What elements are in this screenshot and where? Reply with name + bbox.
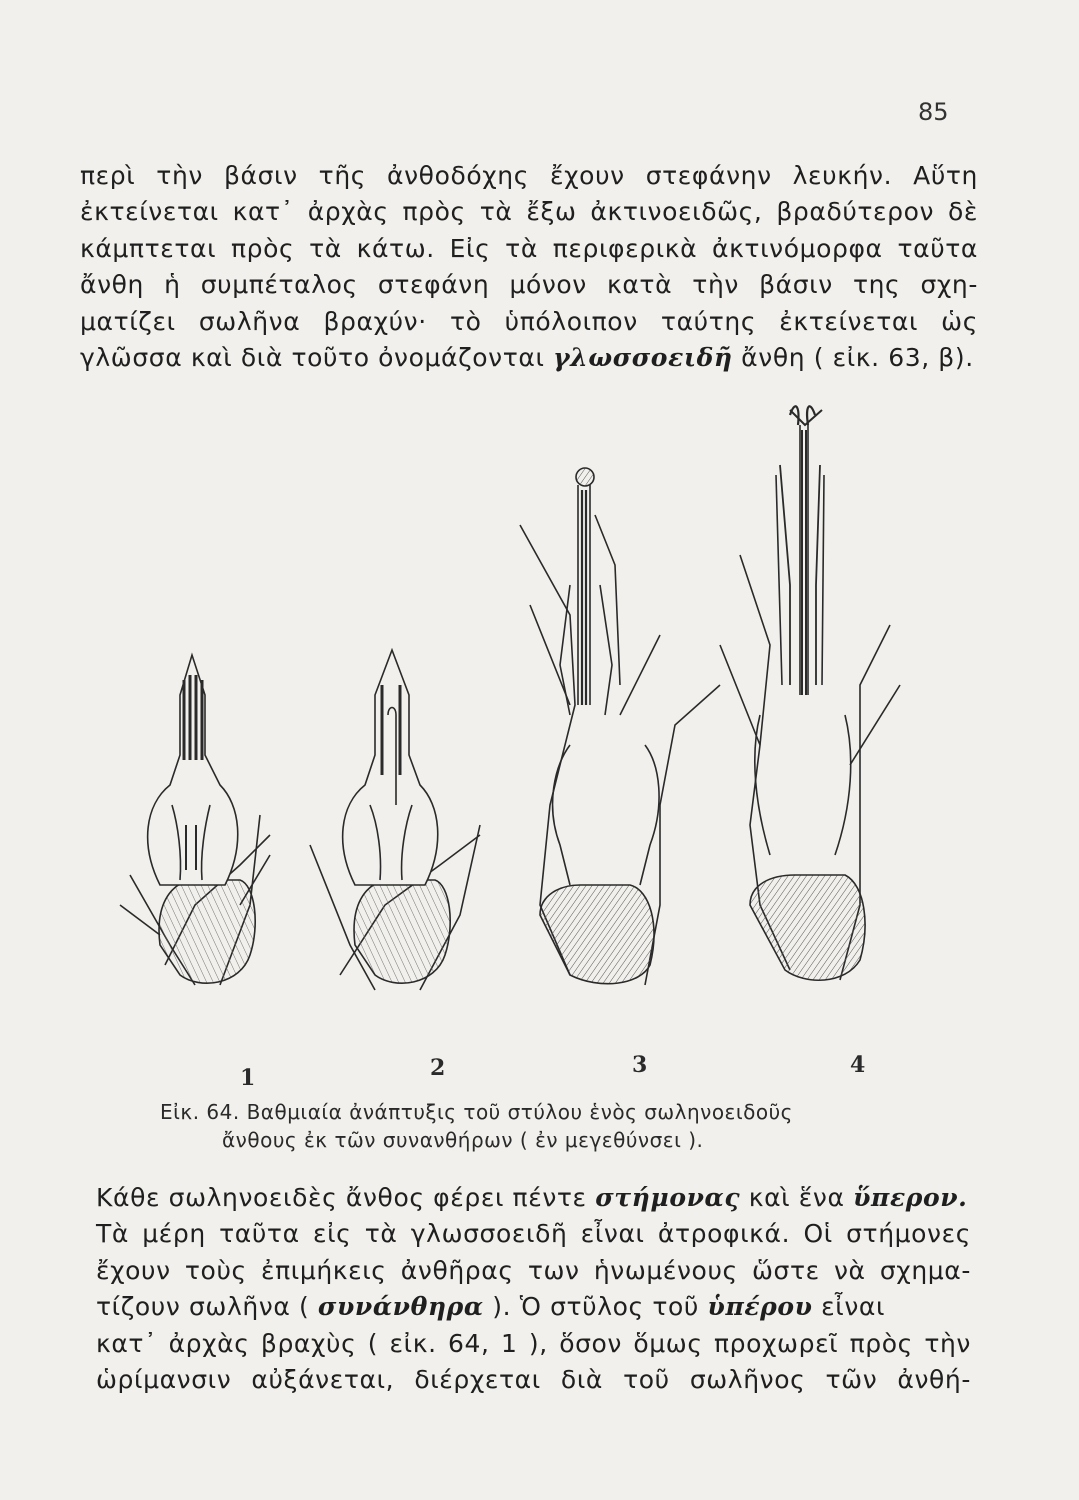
emphasized-term: γλωσσοειδῆ bbox=[553, 343, 733, 373]
flower-1-drawing bbox=[120, 655, 270, 985]
text-segment: Κάθε σωληνοειδὲς ἄνθος φέρει πέντε bbox=[96, 1183, 596, 1212]
flower-label-2: 2 bbox=[430, 1055, 446, 1081]
text-line: ὡρίμανσιν αὐξάνεται, διέρχεται διὰ τοῦ σωλῆνος τῶν ἀνθή- bbox=[96, 1365, 971, 1395]
text-line: κάμπτεται πρὸς τὰ κάτω. Εἰς τὰ περιφερικὰ ἀκτινόμορφα ταῦτα bbox=[80, 233, 978, 263]
flower-illustration bbox=[100, 385, 980, 1100]
caption-line: Εἰκ. 64. Βαθμιαία ἀνάπτυξις τοῦ στύλου ἑνὸς σωληνοειδοῦς bbox=[160, 1100, 793, 1124]
text-line: ἐκτείνεται κατ᾽ ἀρχὰς πρὸς τὰ ἔξω ἀκτινοειδῶς, βραδύτερον δὲ bbox=[80, 197, 978, 227]
flower-4-drawing bbox=[720, 406, 900, 980]
text-segment: εἶναι bbox=[812, 1292, 886, 1322]
flower-label-4: 4 bbox=[850, 1052, 866, 1078]
text-line: ματίζει σωλῆνα βραχύν· τὸ ὑπόλοιπον ταύτης ἐκτείνεται ὡς bbox=[80, 306, 978, 336]
text-line: ἄνθη ἡ συμπέταλος στεφάνη μόνον κατὰ τὴν βάσιν της σχη- bbox=[80, 270, 978, 300]
flower-label-3: 3 bbox=[632, 1052, 648, 1078]
text-segment: ἄνθη ( εἰκ. 63, β). bbox=[732, 343, 974, 373]
text-line: περὶ τὴν βάσιν τῆς ἀνθοδόχης ἔχουν στεφάνην λευκήν. Αὕτη bbox=[80, 161, 978, 190]
text-segment: ). Ὁ στῦλος τοῦ bbox=[483, 1292, 708, 1322]
text-segment: τίζουν σωλῆνα ( bbox=[96, 1292, 318, 1322]
bottom-paragraph bbox=[96, 1180, 971, 1398]
emphasized-term: στήμονας bbox=[595, 1183, 741, 1212]
flower-2-drawing bbox=[310, 650, 480, 990]
figure-caption bbox=[160, 1098, 920, 1154]
flower-3-drawing bbox=[520, 468, 720, 985]
text-line: κατ᾽ ἀρχὰς βραχὺς ( εἰκ. 64, 1 ), ὅσον ὅμως προχωρεῖ πρὸς τὴν bbox=[96, 1328, 971, 1358]
page-number: 85 bbox=[918, 98, 949, 126]
text-segment: γλῶσσα καὶ διὰ τοῦτο ὀνομάζονται bbox=[80, 343, 554, 373]
top-paragraph bbox=[80, 158, 978, 376]
caption-line: ἄνθους ἐκ τῶν συνανθήρων ( ἐν μεγεθύνσει ). bbox=[222, 1128, 704, 1152]
text-segment: καὶ ἕνα bbox=[740, 1183, 854, 1212]
text-line bbox=[96, 1289, 971, 1325]
text-line: ἔχουν τοὺς ἐπιμήκεις ἀνθῆρας των ἡνωμένους ὥστε νὰ σχημα- bbox=[96, 1255, 971, 1285]
emphasized-term: ὕπερον. bbox=[853, 1183, 968, 1212]
emphasized-term: ὑπέρου bbox=[707, 1292, 813, 1322]
text-line: Τὰ μέρη ταῦτα εἰς τὰ γλωσσοειδῆ εἶναι ἀτροφικά. Οἱ στήμονες bbox=[96, 1219, 971, 1249]
flower-label-1: 1 bbox=[240, 1065, 256, 1091]
emphasized-term: συνάνθηρα bbox=[317, 1292, 484, 1322]
text-line bbox=[96, 1180, 971, 1216]
flower-drawings bbox=[100, 385, 980, 1100]
text-line bbox=[80, 340, 978, 376]
